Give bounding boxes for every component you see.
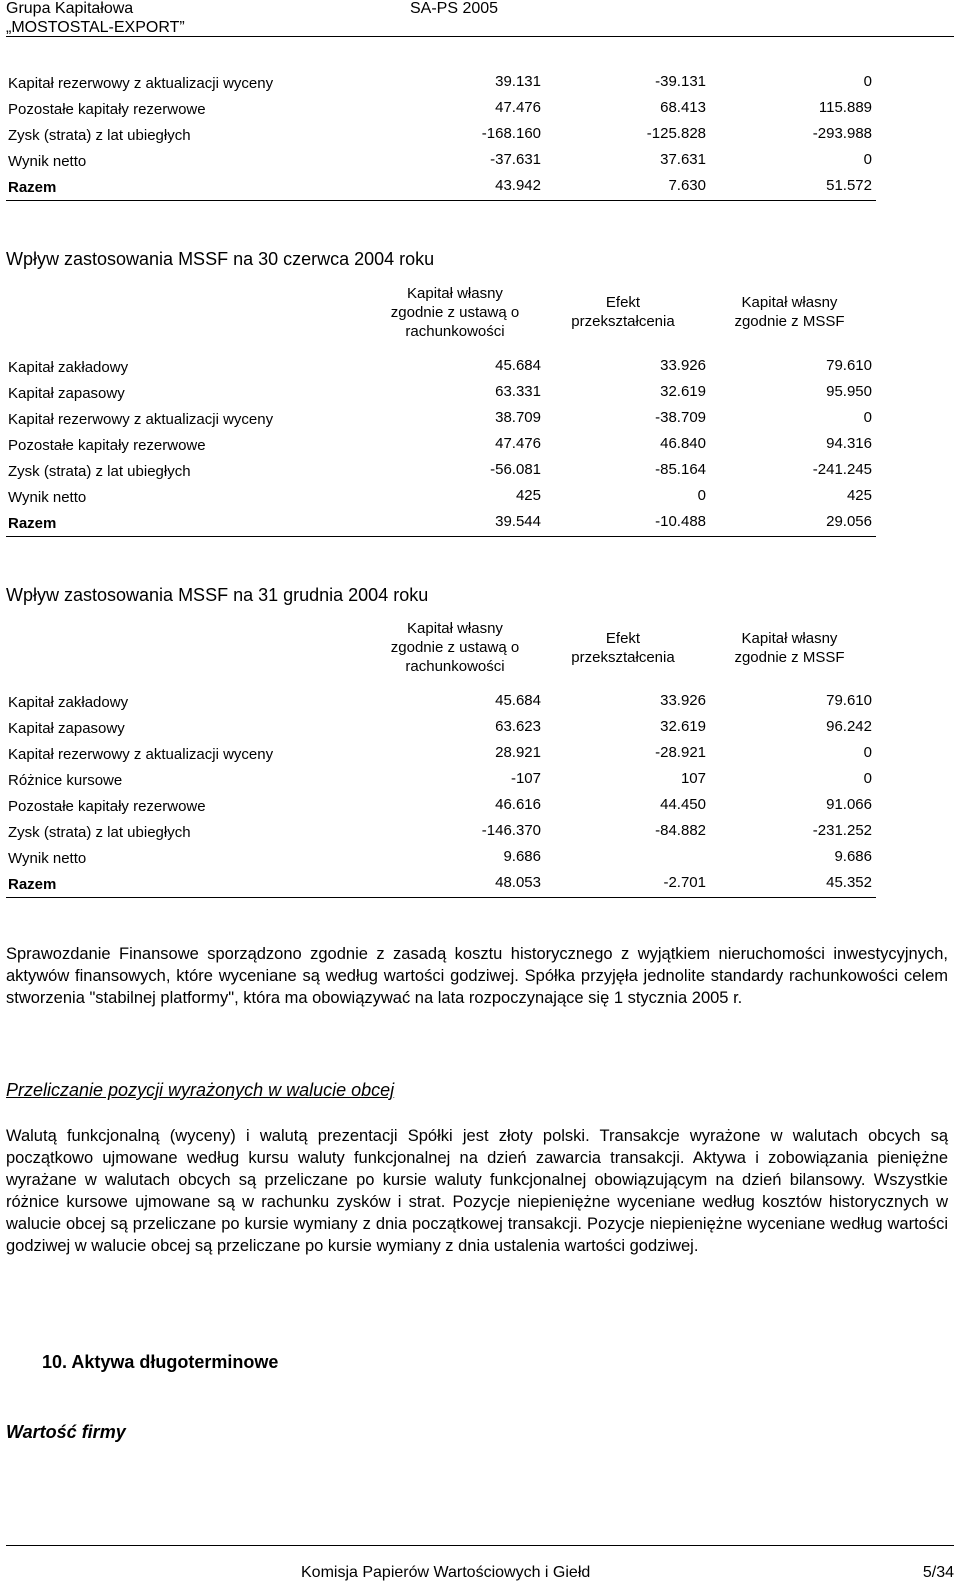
row-label: Kapitał rezerwowy z aktualizacji wyceny: [8, 75, 274, 92]
cell-value: 47.476: [495, 99, 541, 116]
cell-value: 29.056: [826, 513, 872, 530]
cell-value: 47.476: [495, 435, 541, 452]
row-label: Kapitał zakładowy: [8, 359, 129, 376]
cell-value: -107: [510, 770, 541, 787]
table-row: [6, 96, 876, 122]
cell-value: -28.921: [655, 744, 706, 761]
cell-value: 39.131: [495, 73, 541, 90]
cell-value: -125.828: [646, 125, 706, 142]
cell-value: 9.686: [834, 848, 872, 865]
table-row: [6, 484, 876, 510]
cell-value: 94.316: [826, 435, 872, 452]
row-label: Pozostałe kapitały rezerwowe: [8, 437, 206, 454]
table-row: [6, 406, 876, 432]
header-company-line2: „MOSTOSTAL-EXPORT”: [6, 19, 185, 36]
cell-value: 107: [680, 770, 706, 787]
table-row: [6, 819, 876, 845]
cell-value: -241.245: [812, 461, 872, 478]
cell-value: 28.921: [495, 744, 541, 761]
cell-value: 51.572: [826, 177, 872, 194]
paragraph-foreign-currency: Walutą funkcjonalną (wyceny) i walutą prezentacji Spółki jest złoty polski. Transakcje wyrażone w walutach obcych są początkowo ujmowane według kursu waluty funkcjonalnej na dzień zawarcia transakcji. Aktywa i zobowiązania pieniężne wyrażane w walutach obcych są przeliczane po kursie waluty funkcjonalnej obowiązującym na dzień bilansowy. Wszystkie różnice kursowe ujmowane są w rachunku zysków i strat. Pozycje niepieniężne wyceniane według kosztów historycznych w walucie obcej są przeliczane po kursie wymiany z dnia początkowej transakcji. Pozycje niepieniężne wyceniane według wartości godziwej w walucie obcej są przeliczane po kursie wymiany z dnia ustalenia wartości godziwej.: [6, 1127, 948, 1255]
cell-value: 425: [846, 487, 872, 504]
row-label: Kapitał rezerwowy z aktualizacji wyceny: [8, 411, 274, 428]
row-label: Razem: [8, 515, 57, 532]
table-row: [6, 458, 876, 484]
column-header-mssf: [712, 293, 867, 331]
cell-value: 63.331: [495, 383, 541, 400]
column-header-line: przekształcenia: [571, 649, 675, 666]
cell-value: 95.950: [826, 383, 872, 400]
cell-value: 0: [697, 487, 706, 504]
cell-value: 79.610: [826, 692, 872, 709]
row-label: Kapitał zakładowy: [8, 694, 129, 711]
cell-value: 33.926: [660, 357, 706, 374]
cell-value: -168.160: [481, 125, 541, 142]
row-label: Wynik netto: [8, 850, 87, 867]
table-row: [6, 122, 876, 148]
table-row-total: [6, 871, 876, 898]
subheading-goodwill: Wartość firmy: [6, 1422, 126, 1442]
table-row: [6, 793, 876, 819]
header-report-code: SA-PS 2005: [410, 0, 499, 17]
row-label: Kapitał zapasowy: [8, 720, 125, 737]
cell-value: 32.619: [660, 718, 706, 735]
paragraph-basis-of-preparation: Sprawozdanie Finansowe sporządzono zgodnie z zasadą kosztu historycznego z wyjątkiem nieruchomości inwestycyjnych, aktywów finansowych, które wyceniane są według wartości godziwej. Spółka przyjęła jednolite standardy rachunkowości celem stworzenia "stabilnej platformy", która ma obowiązywać na lata rozpoczynające się 1 stycznia 2005 r.: [6, 945, 948, 1007]
cell-value: -56.081: [490, 461, 541, 478]
row-label: Zysk (strata) z lat ubiegłych: [8, 127, 191, 144]
cell-value: 63.623: [495, 718, 541, 735]
page-number: 5/34: [922, 1564, 954, 1581]
column-header-ustawa: [370, 619, 540, 676]
cell-value: -84.882: [655, 822, 706, 839]
column-header-line: Efekt: [605, 294, 641, 311]
column-header-line: zgodnie z MSSF: [734, 313, 845, 330]
row-label: Wynik netto: [8, 489, 87, 506]
column-header-line: rachunkowości: [405, 658, 505, 675]
row-label: Zysk (strata) z lat ubiegłych: [8, 463, 191, 480]
cell-value: 7.630: [668, 177, 706, 194]
table-row: [6, 845, 876, 871]
table-row: [6, 70, 876, 96]
cell-value: 0: [863, 73, 872, 90]
column-header-ustawa: [370, 284, 540, 341]
section-title-december: Wpływ zastosowania MSSF na 31 grudnia 2004 roku: [6, 585, 429, 605]
cell-value: 44.450: [660, 796, 706, 813]
column-header-line: zgodnie z ustawą o: [390, 639, 520, 656]
cell-value: 39.544: [495, 513, 541, 530]
column-header-line: Kapitał własny: [407, 620, 503, 637]
table-june: [6, 354, 876, 537]
header-company-line1: Grupa Kapitałowa: [6, 0, 134, 17]
column-header-line: zgodnie z MSSF: [734, 649, 845, 666]
cell-value: 9.686: [503, 848, 541, 865]
cell-value: 33.926: [660, 692, 706, 709]
cell-value: 43.942: [495, 177, 541, 194]
cell-value: -38.709: [655, 409, 706, 426]
cell-value: 0: [863, 409, 872, 426]
row-label: Kapitał zapasowy: [8, 385, 125, 402]
section-title-june: Wpływ zastosowania MSSF na 30 czerwca 2004 roku: [6, 249, 435, 269]
column-header-line: Efekt: [605, 630, 641, 647]
column-header-line: Kapitał własny: [741, 294, 838, 311]
cell-value: -85.164: [655, 461, 706, 478]
page-header: [6, 0, 954, 37]
cell-value: 45.684: [495, 357, 541, 374]
cell-value: -293.988: [812, 125, 872, 142]
table-row: [6, 715, 876, 741]
row-label: Pozostałe kapitały rezerwowe: [8, 101, 206, 118]
row-label: Wynik netto: [8, 153, 87, 170]
column-header-line: Kapitał własny: [407, 285, 503, 302]
table-row: [6, 767, 876, 793]
cell-value: 46.616: [495, 796, 541, 813]
table-december: [6, 689, 876, 898]
row-label: Zysk (strata) z lat ubiegłych: [8, 824, 191, 841]
column-header-mssf: [712, 629, 867, 667]
cell-value: 115.889: [818, 99, 872, 116]
cell-value: 45.684: [495, 692, 541, 709]
cell-value: -37.631: [490, 151, 541, 168]
column-header-line: zgodnie z ustawą o: [390, 304, 520, 321]
cell-value: 0: [863, 151, 872, 168]
cell-value: -10.488: [655, 513, 706, 530]
row-label: Kapitał rezerwowy z aktualizacji wyceny: [8, 746, 274, 763]
column-header-efekt: [548, 293, 698, 331]
cell-value: 38.709: [495, 409, 541, 426]
column-header-efekt: [548, 629, 698, 667]
cell-value: 96.242: [826, 718, 872, 735]
cell-value: 46.840: [660, 435, 706, 452]
cell-value: 32.619: [660, 383, 706, 400]
row-label: Razem: [8, 876, 57, 893]
cell-value: -231.252: [812, 822, 872, 839]
table-top: [6, 70, 876, 201]
table-row: [6, 354, 876, 380]
column-header-line: przekształcenia: [571, 313, 675, 330]
cell-value: -146.370: [481, 822, 541, 839]
table-row: [6, 380, 876, 406]
row-label: Różnice kursowe: [8, 772, 123, 789]
cell-value: 0: [863, 744, 872, 761]
table-row: [6, 741, 876, 767]
row-label: Razem: [8, 179, 57, 196]
cell-value: 425: [515, 487, 541, 504]
table-row: [6, 689, 876, 715]
cell-value: 0: [863, 770, 872, 787]
cell-value: -2.701: [663, 874, 706, 891]
row-label: Pozostałe kapitały rezerwowe: [8, 798, 206, 815]
page-footer: [6, 1545, 954, 1584]
cell-value: 79.610: [826, 357, 872, 374]
cell-value: -39.131: [655, 73, 706, 90]
footer-institution: Komisja Papierów Wartościowych i Giełd: [301, 1564, 591, 1581]
section-heading-long-term-assets: 10. Aktywa długoterminowe: [42, 1352, 279, 1372]
column-header-line: rachunkowości: [405, 323, 505, 340]
cell-value: 68.413: [660, 99, 706, 116]
table-row: [6, 432, 876, 458]
table-row-total: [6, 510, 876, 537]
cell-value: 45.352: [826, 874, 872, 891]
cell-value: 37.631: [660, 151, 706, 168]
table-row-total: [6, 174, 876, 201]
subheading-foreign-currency: Przeliczanie pozycji wyrażonych w walucie obcej: [6, 1080, 395, 1100]
table-row: [6, 148, 876, 174]
column-header-line: Kapitał własny: [741, 630, 838, 647]
cell-value: 48.053: [495, 874, 541, 891]
cell-value: 91.066: [826, 796, 872, 813]
